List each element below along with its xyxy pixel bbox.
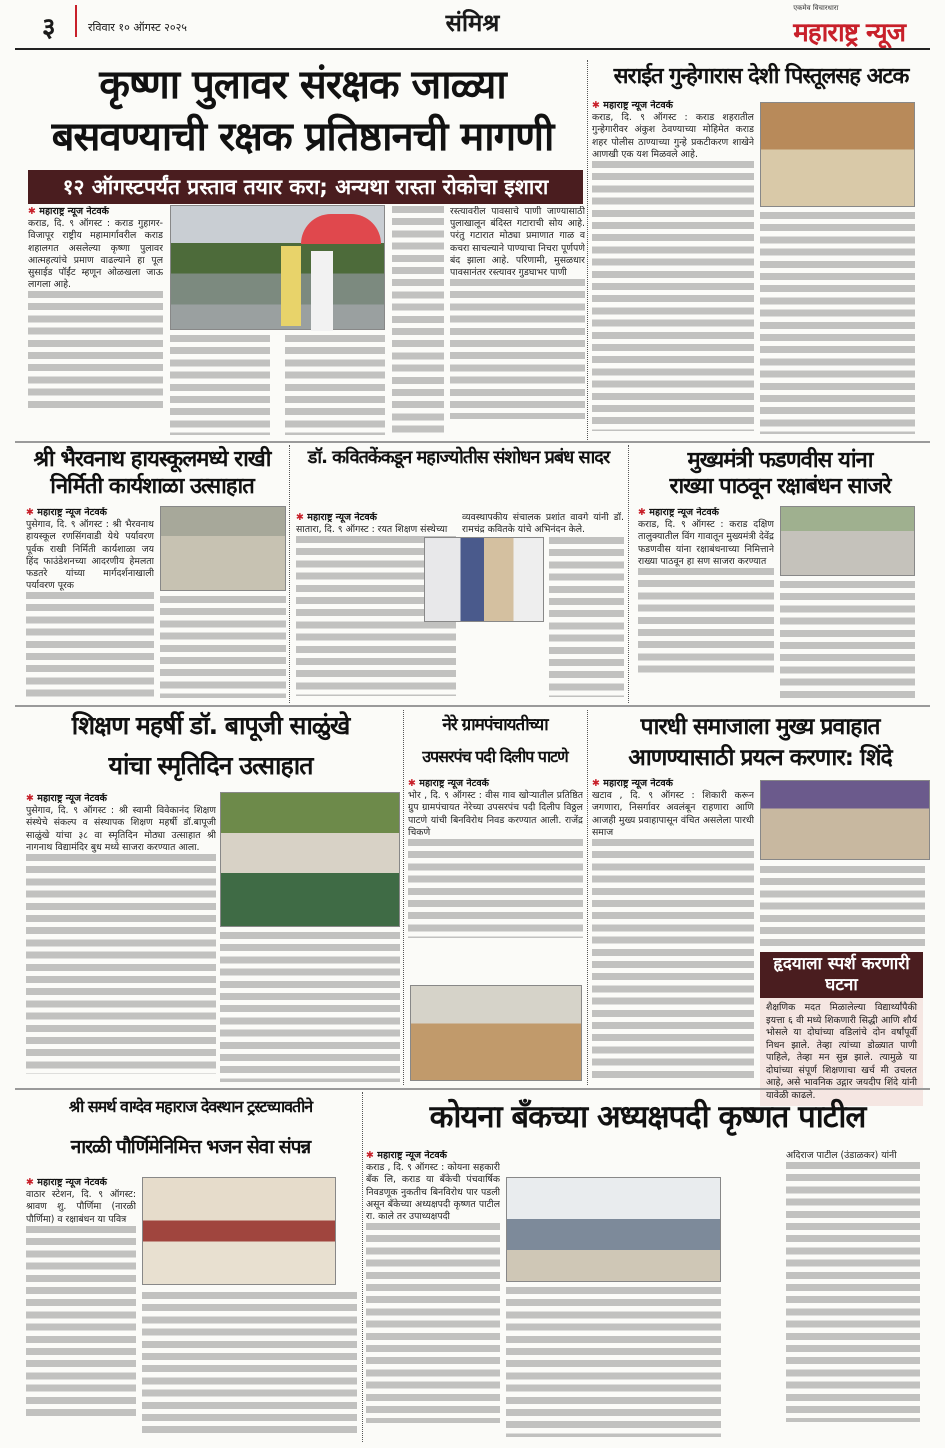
headline-pardhi-2: आणण्यासाठी प्रयत्न करणार: शिंदे — [628, 745, 892, 771]
headline-wagdev-2: नारळी पौर्णिमेनिमित्त भजन सेवा संपन्न — [70, 1136, 311, 1158]
headline-salunkhe-2: यांचा स्मृतिदिन उत्साहात — [108, 751, 313, 780]
byline — [592, 778, 754, 790]
byline — [28, 206, 163, 218]
newspaper-logo — [793, 4, 905, 49]
issue-date: रविवार १० ऑगस्ट २०२५ — [88, 21, 188, 34]
logo-text: महाराष्ट्र न्यूज — [793, 18, 905, 48]
article-lead: वाठार स्टेशन, दि. ९ ऑगस्ट: श्रावण शु. पौर्णिमा (नारळी पौर्णिमा) व रक्षाबंधन या पवित्र — [26, 1189, 136, 1225]
article-text: अदिराज पाटील (उंडाळकर) यांनी — [786, 1150, 897, 1161]
article-lead: पुसेगाव, दि. ९ ऑगस्ट : श्री भैरवनाथ हायस्कूल रणसिंगवाडी येथे पर्यावरण पूर्वक राखी निर्मिती कार्यशाळा जय हिंद फाउंडेशनच्या आदरणीय हेमलता फडतरे यांच्या मार्गदर्शनाखाली पर्यावरण पूरक — [26, 519, 154, 592]
article-lead: सातारा, दि. ९ ऑगस्ट : रयत शिक्षण संस्थेच्या — [296, 524, 448, 536]
text-column — [170, 335, 270, 435]
byline — [408, 778, 583, 790]
box-text: शैक्षणिक मदत मिळालेल्या विद्यार्थ्यांपैकी इयत्ता ६ वी मध्ये शिकणारी सिद्धी आणि शौर्य भोसले या दोघांच्या वडिलांचे दोन वर्षांपूर्वी निधन झाले. तेव्हा त्यांच्या डोळ्यात पाणी पाहिले, तेव्हा मन सुन्न झाले. त्यामुळे या दोघांच्या संपूर्ण शिक्षणाचा खर्च मी उचलत आहे, असे भावनिक उद्गार जयदीप शिंदे यांनी यावेळी काढले. — [760, 998, 923, 1106]
text-column — [142, 1292, 357, 1437]
umbrella — [301, 214, 381, 244]
section-rule — [15, 441, 930, 443]
article-body-pardhi — [592, 778, 754, 1083]
article-column-krishna-3 — [450, 206, 585, 434]
star-icon: ✱ — [638, 507, 646, 518]
headline-wagdev-1: श्री समर्थ वाग्देव महाराज देवस्थान ट्रस्टच्यावतीने — [68, 1097, 313, 1116]
headline-nere-2: उपसरपंच पदी दिलीप पाटणे — [422, 747, 568, 766]
byline-text: महाराष्ट्र न्यूज नेटवर्क — [603, 100, 673, 111]
column-divider — [403, 710, 404, 1085]
headline-rakhi-2: निर्मिती कार्यशाळा उत्साहात — [50, 474, 254, 499]
article-lead: कराड, दि. ९ ऑगस्ट : कराड गुहागर-विजापूर राष्ट्रीय महामार्गावरील कराड शहालगत असलेल्या कृष्णा पुलावर आत्महत्यांचे प्रमाण वाढल्याने हा पूल सुसाईड पॉईंट म्हणून ओळखला जाऊ लागला आहे. — [28, 218, 163, 291]
section-rule — [15, 1088, 930, 1090]
text-column — [506, 1287, 721, 1437]
article-body-fadnavis — [638, 507, 774, 699]
text-column — [780, 581, 915, 699]
box-title: हृदयाला स्पर्श करणारी घटना — [760, 952, 923, 998]
section-rule — [15, 705, 930, 707]
text-column — [26, 592, 154, 699]
star-icon: ✱ — [296, 512, 304, 523]
photo-memorial-day — [220, 792, 400, 927]
text-column — [638, 568, 774, 678]
text-column — [220, 932, 400, 1082]
text-column — [160, 596, 286, 698]
byline-text: महाराष्ट्र न्यूज नेटवर्क — [377, 1150, 447, 1161]
headline-salunkhe-1: शिक्षण महर्षी डॉ. बापूजी साळुंखे — [71, 711, 350, 740]
article-lead: कराड, दि. ९ ऑगस्ट : कराड शहरातील गुन्हेगारीवर अंकुश ठेवण्याच्या मोहिमेत कराड शहर पोलीस ठाण्याच्या गुन्हे प्रकटीकरण शाखेने आणखी एक यश मिळवले आहे. — [592, 112, 754, 160]
section-title: संमिश्र — [445, 9, 500, 37]
byline-text: महाराष्ट्र न्यूज नेटवर्क — [649, 507, 719, 518]
star-icon: ✱ — [366, 1150, 374, 1161]
headline-nere-1: नेरे ग्रामपंचायतीच्या — [442, 715, 548, 735]
text-column — [450, 279, 585, 419]
byline-text: महाराष्ट्र न्यूज नेटवर्क — [39, 206, 109, 217]
text-column — [549, 537, 624, 697]
article-body-krishna — [28, 206, 163, 434]
byline — [366, 1150, 500, 1162]
article-text: रस्त्यावरील पावसाचे पाणी जाण्यासाठी पुलाखालून बंदिस्त गटाराची सोय आहे. परंतु गटारात मोठ्या प्रमाणात गाळ व कचरा साचल्याने पाण्याचा निचरा पूर्णपणे बंद झाला आहे. परिणामी, मुसळधार पावसानंतर रस्त्यावर गुडघाभर पाणी — [450, 206, 585, 279]
byline — [26, 1177, 136, 1189]
photo-rakhi-workshop — [160, 506, 286, 591]
star-icon: ✱ — [592, 778, 600, 789]
text-column — [786, 1162, 920, 1422]
photo-pardhi-children — [760, 780, 930, 860]
article-column-koyna-3 — [786, 1150, 920, 1438]
photo-koyna-bank — [506, 1177, 721, 1282]
text-column — [760, 212, 915, 434]
byline-text: महाराष्ट्र न्यूज नेटवर्क — [419, 778, 489, 789]
photo-bhajan-seva — [142, 1177, 336, 1285]
article-body-arrest — [592, 100, 754, 435]
article-lead: कराड, दि. ९ ऑगस्ट : कराड दक्षिण तालुक्यातील विंग गावातून मुख्यमंत्री देवेंद्र फडणवीस यांना रक्षाबंधनाच्या निमित्ताने राख्या पाठवून हा सण साजरा करण्यात — [638, 519, 774, 567]
person — [281, 246, 301, 326]
article-body-rakhi — [26, 507, 154, 699]
article-body-salunkhe — [26, 793, 216, 1083]
star-icon: ✱ — [26, 793, 34, 804]
text-column — [26, 854, 216, 1074]
byline — [638, 507, 774, 519]
photo-rakhi-sending — [780, 506, 915, 576]
text-column — [26, 1226, 136, 1416]
byline — [592, 100, 754, 112]
headline-fadnavis-2: राख्या पाठवून रक्षाबंधन साजरे — [669, 474, 891, 499]
headline-krishna-2: बसवण्याची रक्षक प्रतिष्ठानची मागणी — [51, 114, 554, 160]
byline — [296, 512, 456, 524]
star-icon: ✱ — [592, 100, 600, 111]
article-body-koyna — [366, 1150, 500, 1438]
article-lead: पुसेगाव, दि. ९ ऑगस्ट : श्री स्वामी विवेकानंद शिक्षण संस्थेचे संकल्प व संस्थापक शिक्षण महर्षी डॉ.बापूजी साळुंखे यांचा ३८ वा स्मृतिदिन मोठ्या उत्साहात श्री नागनाथ विद्यामंदिर बुध मध्ये साजरा करण्यात आला. — [26, 805, 216, 853]
person — [311, 251, 333, 331]
headline-fadnavis-1: मुख्यमंत्री फडणवीस यांना — [687, 448, 873, 473]
byline — [26, 507, 154, 519]
photo-thesis-submission — [424, 537, 544, 622]
column-divider — [587, 710, 588, 1085]
article-lead: कराड , दि. ९ ऑगस्ट : कोयना सहकारी बँक लि, कराड या बँकेची पंचवार्षिक निवडणूक नुकतीच बिनविरोध पार पडली असून बँकेच्या अध्यक्षपदी कृष्णत पाटील रा. काले तर उपाध्यक्षपदी — [366, 1162, 500, 1223]
article-column-kavitake-2: व्यवस्थापकीय संचालक प्रशांत वावगे यांनी डॉ. रामचंद्र कवितके यांचे अभिनंदन केले. — [462, 512, 624, 534]
header-rule — [15, 48, 930, 50]
article-body-wagdev — [26, 1177, 136, 1437]
text-column — [28, 291, 163, 411]
text-column — [366, 1223, 500, 1423]
article-lead: भोर , दि. ९ ऑगस्ट : वीस गाव खोऱ्यातील प्रतिष्ठित ग्रुप ग्रामपंचायत नेरेच्या उपसरपंच पदी दिलीप विठ्ठल पाटणे यांची बिनविरोध निवड करण्यात आली. राजेंद्र चिकणे — [408, 790, 583, 838]
subheadline-krishna: १२ ऑगस्टपर्यंत प्रस्ताव तयार करा; अन्यथा रास्ता रोकोचा इशारा — [28, 170, 583, 204]
text-column — [285, 335, 385, 435]
article-body-nere — [408, 778, 583, 938]
column-divider — [628, 445, 629, 703]
column-divider — [587, 60, 588, 440]
text-column — [592, 161, 754, 431]
byline — [26, 793, 216, 805]
text-column — [760, 866, 925, 946]
headline-kavitake: डॉ. कवितकेंकडून महाज्योतीस संशोधन प्रबंध सादर — [307, 447, 610, 468]
text-column — [592, 839, 754, 1083]
article-lead: खटाव , दि. ९ ऑगस्ट : शिकारी करून जगणारा, निसर्गावर अवलंबून राहणारा आणि आजही मुख्य प्रवाहापासून वंचित असलेला पारधी समाज — [592, 790, 754, 838]
star-icon: ✱ — [26, 1177, 34, 1188]
headline-koyna: कोयना बँकच्या अध्यक्षपदी कृष्णत पाटील — [429, 1099, 866, 1135]
photo-deputy-sarpanch — [410, 985, 582, 1081]
byline-text: महाराष्ट्र न्यूज नेटवर्क — [37, 507, 107, 518]
photo-police-arrest — [760, 102, 915, 207]
star-icon: ✱ — [28, 206, 36, 217]
column-divider — [289, 445, 290, 703]
page-number: ३ — [42, 13, 56, 43]
headline-pardhi-1: पारधी समाजाला मुख्य प्रवाहात — [640, 714, 880, 740]
text-column — [392, 206, 444, 434]
byline-text: महाराष्ट्र न्यूज नेटवर्क — [307, 512, 377, 523]
headline-rakhi-1: श्री भैरवनाथ हायस्कूलमध्ये राखी — [33, 447, 271, 472]
byline-text: महाराष्ट्र न्यूज नेटवर्क — [603, 778, 673, 789]
column-divider — [362, 1092, 363, 1442]
logo-tagline: एकमेव विचारधारा — [793, 4, 839, 12]
photo-bridge-inspection — [170, 205, 385, 330]
star-icon: ✱ — [408, 778, 416, 789]
headline-arrest: सराईत गुन्हेगारास देशी पिस्तूलसह अटक — [613, 64, 909, 89]
sidebar-box-touching — [760, 952, 923, 1106]
text-column — [408, 839, 583, 938]
byline-text: महाराष्ट्र न्यूज नेटवर्क — [37, 793, 107, 804]
star-icon: ✱ — [26, 507, 34, 518]
byline-text: महाराष्ट्र न्यूज नेटवर्क — [37, 1177, 107, 1188]
headline-krishna-1: कृष्णा पुलावर संरक्षक जाळ्या — [99, 62, 506, 108]
